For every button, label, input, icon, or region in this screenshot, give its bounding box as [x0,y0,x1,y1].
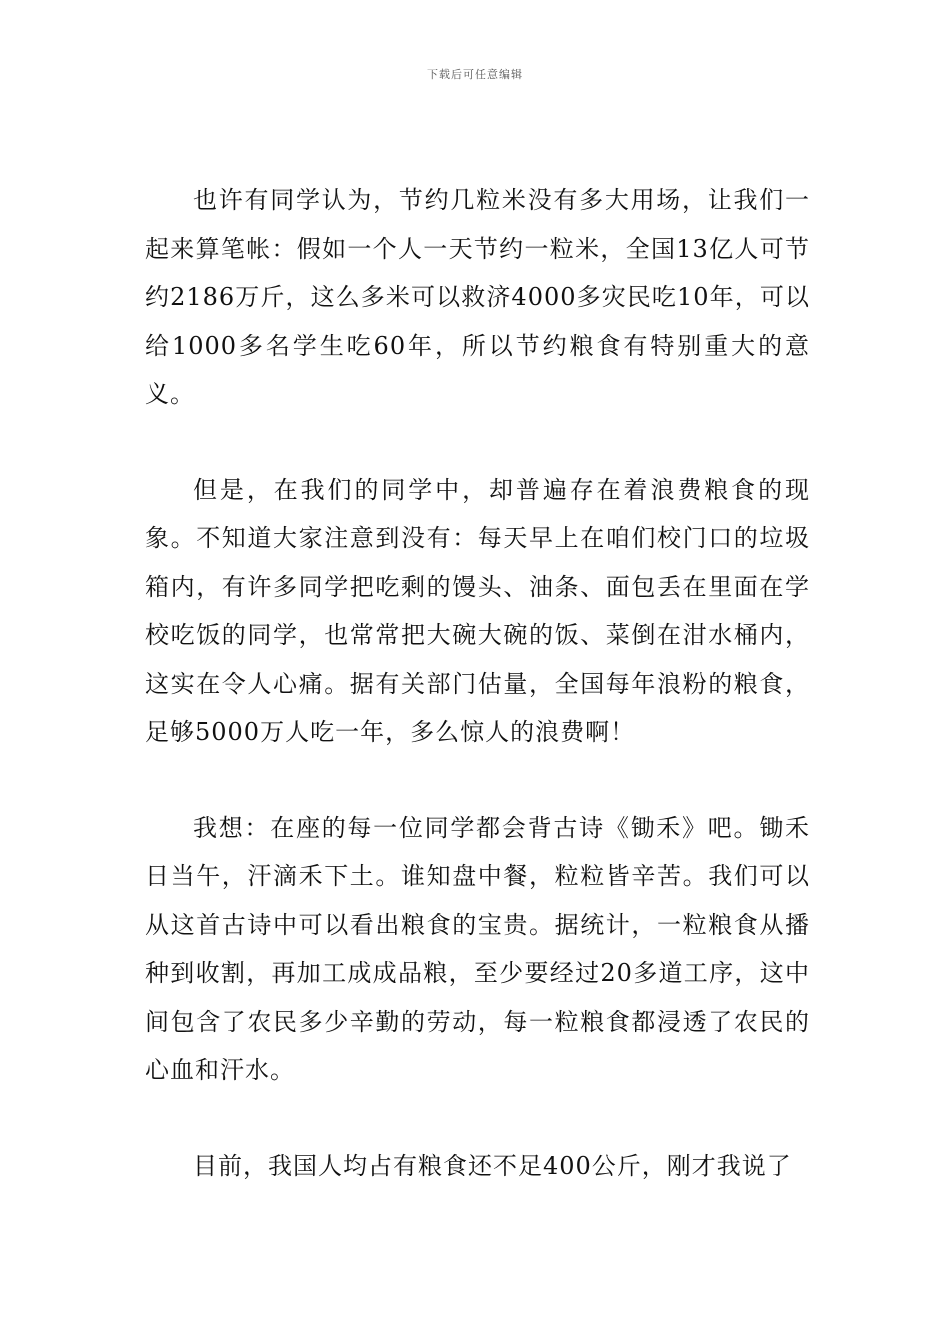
paragraph: 我想：在座的每一位同学都会背古诗《锄禾》吧。锄禾日当午，汗滴禾下土。谁知盘中餐，粒粒皆辛苦。我们可以从这首古诗中可以看出粮食的宝贵。据统计，一粒粮食从播种到收割，再加工成成品粮，至少要经过20多道工序，这中间包含了农民多少辛勤的劳动，每一粒粮食都浸透了农民的心血和汗水。 [145,813,810,1084]
paragraph: 目前，我国人均占有粮食还不足400公斤，刚才我说了 [193,1151,792,1180]
document-body [145,176,810,1237]
header-note: 下载后可任意编辑 [427,68,523,81]
paragraph: 也许有同学认为，节约几粒米没有多大用场，让我们一起来算笔帐：假如一个人一天节约一粒米，全国13亿人可节约2186万斤，这么多米可以救济4000多灾民吃10年，可以给1000多名学生吃60年，所以节约粮食有特别重大的意义。 [145,186,810,408]
paragraph: 但是，在我们的同学中，却普遍存在着浪费粮食的现象。不知道大家注意到没有：每天早上在咱们校门口的垃圾箱内，有许多同学把吃剩的馒头、油条、面包丢在里面在学校吃饭的同学，也常常把大碗大碗的饭、菜倒在泔水桶内，这实在令人心痛。据有关部门估量，全国每年浪粉的粮食，足够5000万人吃一年，多么惊人的浪费啊！ [145,475,810,746]
